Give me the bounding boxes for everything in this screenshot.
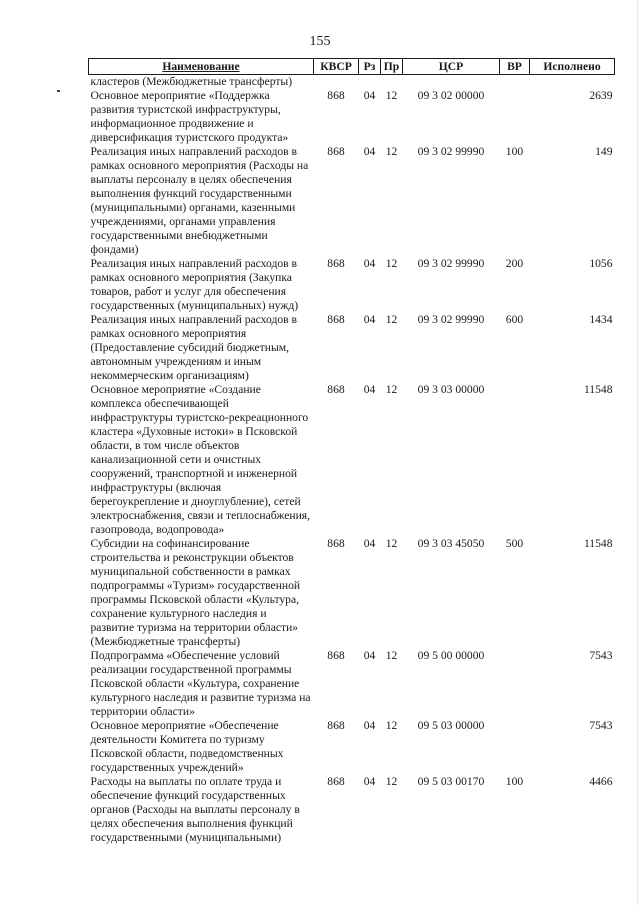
table-row — [89, 313, 615, 383]
row-kvsr: 868 — [327, 383, 345, 396]
row-rz: 04 — [363, 257, 376, 270]
row-csr: 09 3 03 45050 — [417, 537, 485, 550]
row-pr: 12 — [385, 775, 398, 788]
row-vr: 500 — [505, 537, 524, 550]
row-vr — [500, 89, 530, 145]
row-executed: 1056 — [589, 257, 613, 270]
row-executed: 4466 — [589, 775, 613, 788]
row-rz: 04 — [363, 537, 376, 550]
row-kvsr: 868 — [327, 537, 345, 550]
row-name: Субсидии на софинансирование строительства и реконструкции объектов муниципальной собственности в рамках подпрограммы «Туризм» государственной программы Псковской области «Культура, сохранение культурного наследия и развитие туризма на территории области» (Межбюджетные трансферты) — [90, 537, 301, 648]
row-name: Подпрограмма «Обеспечение условий реализации государственной программы Псковской области «Культура, сохранение культурного наследия и развитие туризма на территории области» — [90, 649, 311, 718]
row-name: Реализация иных направлений расходов в рамках основного мероприятия (Предоставление субсидий бюджетным, автономным учреждениям и иным некоммерческим организациям) — [90, 313, 297, 382]
row-vr: 600 — [505, 313, 524, 326]
header-kvsr: КВСР — [314, 59, 359, 75]
row-rz: 04 — [363, 719, 376, 732]
row-kvsr: 868 — [327, 775, 345, 788]
row-csr: 09 3 02 99990 — [417, 145, 485, 158]
row-name: Основное мероприятие «Создание комплекса обеспечивающей инфраструктуры туристско-рекреационного кластера «Духовные истоки» в Псковской области, в том числе объектов канализационной сети и очистных сооружений, транспортной и инженерной инфраструктуры (включая берегоукрепление и дноуглубление), сетей электроснабжения, связи и теплоснабжения, газопровода, водопровода» — [90, 383, 311, 536]
row-name: Реализация иных направлений расходов в рамках основного мероприятия (Расходы на выплаты персоналу в целях обеспечения выполнения функций государственными (муниципальными) органами, казенными учреждениями, органами управления государственными внебюджетными фондами) — [90, 145, 309, 256]
table-header-row — [89, 59, 615, 75]
row-vr: 100 — [505, 145, 524, 158]
row-name: Основное мероприятие «Поддержка развития туристской инфраструктуры, информационное продвижение и диверсификация туристского продукта» — [90, 89, 289, 144]
row-rz: 04 — [363, 89, 376, 102]
table-row — [89, 537, 615, 649]
header-pr: Пр — [381, 59, 403, 75]
row-csr: 09 3 03 00000 — [417, 383, 485, 396]
row-kvsr: 868 — [327, 719, 345, 732]
row-pr: 12 — [385, 649, 398, 662]
row-pr: 12 — [385, 313, 398, 326]
table-row — [89, 649, 615, 719]
row-csr: 09 3 02 99990 — [417, 257, 485, 270]
table-row — [89, 89, 615, 145]
row-executed: 7543 — [589, 649, 613, 662]
page-edge-shadow — [637, 0, 638, 905]
row-kvsr: 868 — [327, 257, 345, 270]
row-vr — [500, 719, 530, 775]
row-kvsr: 868 — [327, 89, 345, 102]
header-rz: Рз — [359, 59, 381, 75]
row-csr: 09 3 02 00000 — [417, 89, 485, 102]
row-rz: 04 — [363, 313, 376, 326]
row-kvsr: 868 — [327, 145, 345, 158]
row-pr — [381, 75, 403, 90]
table-row — [89, 383, 615, 537]
row-csr — [403, 75, 500, 90]
row-executed: 7543 — [589, 719, 613, 732]
row-executed — [530, 75, 615, 90]
row-vr — [500, 383, 530, 537]
row-vr: 100 — [505, 775, 524, 788]
table-row — [89, 257, 615, 313]
row-rz: 04 — [363, 383, 376, 396]
row-name: Расходы на выплаты по оплате труда и обеспечение функций государственных органов (Расходы на выплаты персоналу в целях обеспечения выполнения функций государственными (муниципальными) — [90, 775, 300, 844]
row-name: Реализация иных направлений расходов в рамках основного мероприятия (Закупка товаров, работ и услуг для обеспечения государственных (муниципальных) нужд) — [90, 257, 299, 312]
row-pr: 12 — [385, 145, 398, 158]
row-csr: 09 5 00 00000 — [417, 649, 485, 662]
row-csr: 09 5 03 00170 — [417, 775, 485, 788]
header-name: Наименование — [89, 59, 314, 75]
table-row — [89, 145, 615, 257]
row-executed: 11548 — [583, 383, 613, 396]
scan-speck — [57, 90, 60, 92]
row-pr: 12 — [385, 383, 398, 396]
row-rz — [359, 75, 381, 90]
page-number: 155 — [309, 34, 331, 49]
row-rz: 04 — [363, 145, 376, 158]
row-name: Основное мероприятие «Обеспечение деятельности Комитета по туризму Псковской области, подведомственных государственных учреждений» — [90, 719, 284, 774]
table-row — [89, 719, 615, 775]
row-vr — [500, 649, 530, 719]
header-executed: Исполнено — [530, 59, 615, 75]
row-kvsr: 868 — [327, 649, 345, 662]
row-pr: 12 — [385, 537, 398, 550]
row-vr — [500, 75, 530, 90]
row-pr: 12 — [385, 257, 398, 270]
header-vr: ВР — [500, 59, 530, 75]
budget-table — [88, 58, 615, 845]
header-csr: ЦСР — [403, 59, 500, 75]
row-pr: 12 — [385, 719, 398, 732]
row-name: кластеров (Межбюджетные трансферты) — [90, 75, 293, 88]
row-executed: 2639 — [589, 89, 613, 102]
row-executed: 149 — [595, 145, 613, 158]
row-vr: 200 — [505, 257, 524, 270]
table-row — [89, 775, 615, 845]
row-pr: 12 — [385, 89, 398, 102]
table-row — [89, 75, 615, 90]
row-csr: 09 3 02 99990 — [417, 313, 485, 326]
row-rz: 04 — [363, 775, 376, 788]
row-kvsr: 868 — [327, 313, 345, 326]
row-executed: 1434 — [589, 313, 613, 326]
row-kvsr — [314, 75, 359, 90]
row-csr: 09 5 03 00000 — [417, 719, 485, 732]
row-rz: 04 — [363, 649, 376, 662]
row-executed: 11548 — [583, 537, 613, 550]
